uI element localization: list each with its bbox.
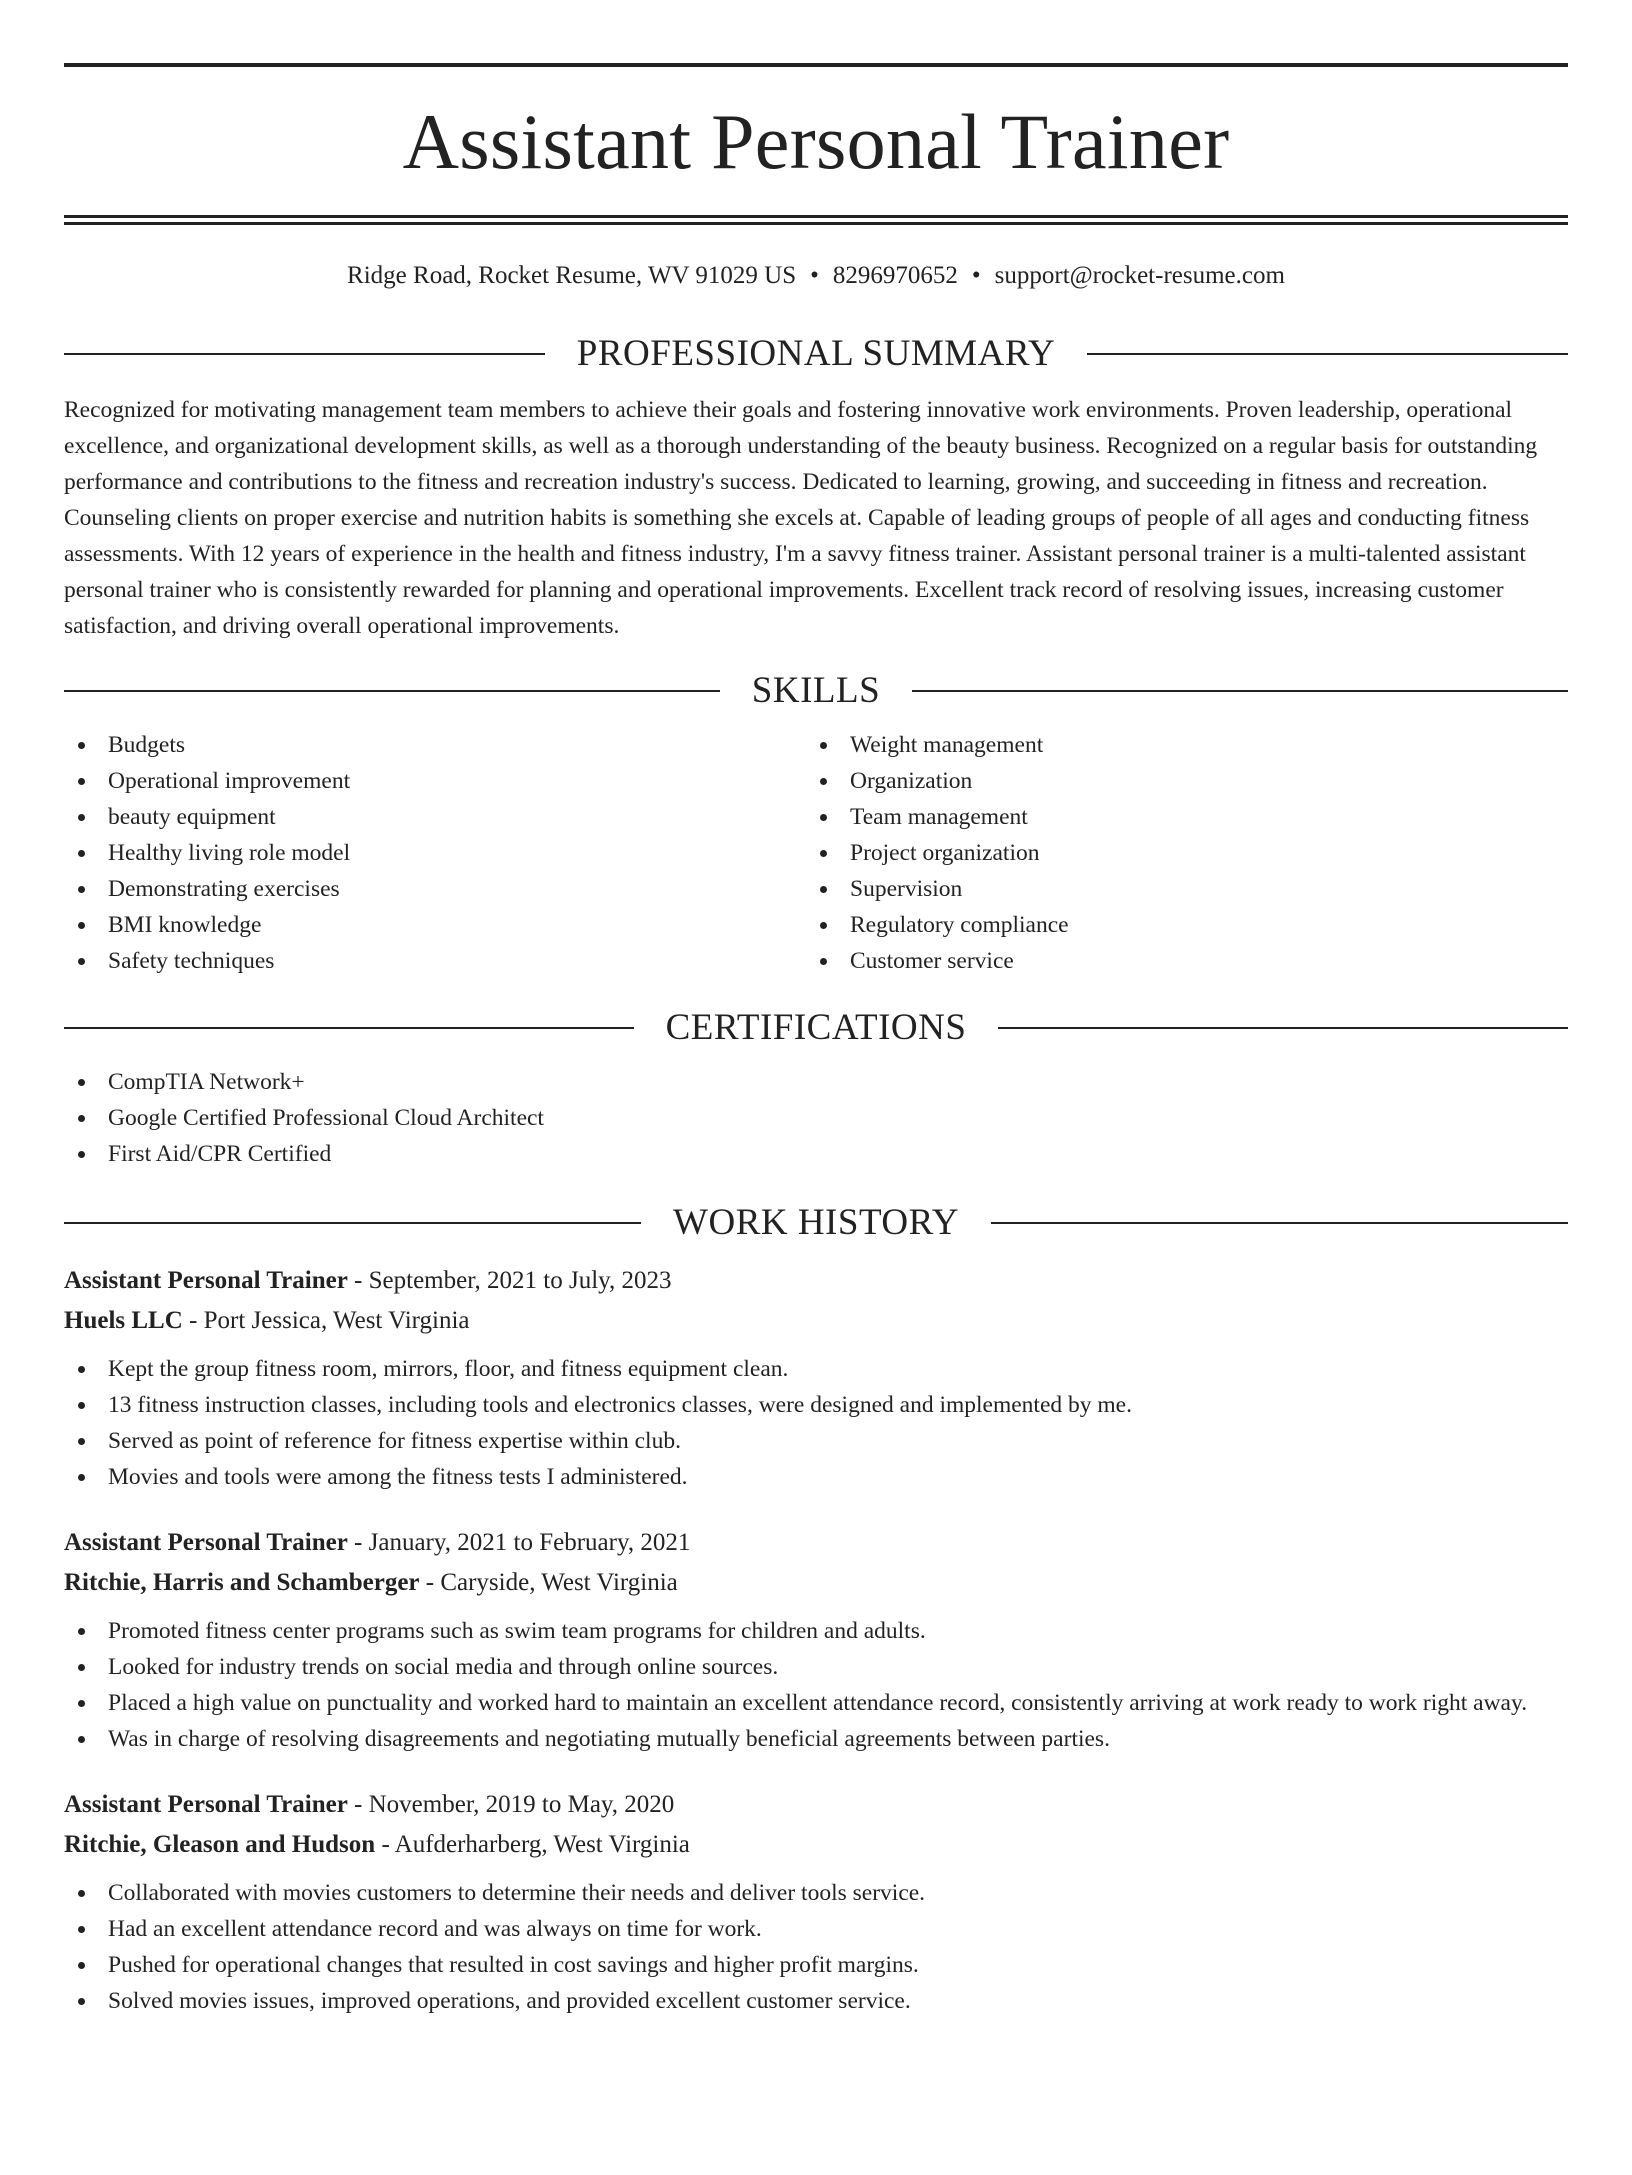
certifications-heading: [64, 1009, 1568, 1046]
job-bullets: [64, 1875, 1568, 2019]
summary-text: Recognized for motivating management team members to achieve their goals and fostering innovative work environments. Proven leadership, operational excellence, and organizational development skills, as well as a thorough understanding of the beauty business. Recognized on a regular basis for outstanding performance and contributions to the fitness and recreation industry's success. Dedicated to learning, growing, and succeeding in fitness and recreation. Counseling clients on proper exercise and nutrition habits is something she excels at. Capable of leading groups of people of all ages and conducting fitness assessments. With 12 years of experience in the health and fitness industry, I'm a savvy fitness trainer. Assistant personal trainer is a multi-talented assistant personal trainer who is consistently rewarded for planning and operational improvements. Excellent track record of resolving issues, increasing customer satisfaction, and driving overall operational improvements.: [64, 397, 1538, 639]
job-role: Assistant Personal Trainer: [64, 1791, 348, 1818]
heading-rule-right: [998, 1027, 1568, 1029]
job-company-line: [64, 1563, 1568, 1603]
job-bullet: Kept the group fitness room, mirrors, floor, and fitness equipment clean.: [64, 1351, 1568, 1387]
job-dates: - September, 2021 to July, 2023: [347, 1267, 672, 1294]
skill-item: Demonstrating exercises: [64, 871, 806, 907]
summary-heading: [64, 335, 1568, 372]
skill-item: Team management: [806, 799, 1548, 835]
header-double-rule: [64, 215, 1568, 225]
heading-rule-left: [64, 1222, 641, 1224]
skills-list-right: [806, 727, 1548, 979]
heading-rule-right: [1087, 353, 1568, 355]
job-entry: [64, 1785, 1568, 2019]
job-company-line: [64, 1825, 1568, 1865]
job-location: - Port Jessica, West Virginia: [182, 1307, 470, 1334]
job-bullet: Solved movies issues, improved operations, and provided excellent customer service.: [64, 1983, 1568, 2019]
job-company: Huels LLC: [64, 1307, 183, 1334]
job-title-line: [64, 1785, 1568, 1825]
heading-rule-right: [912, 690, 1568, 692]
job-bullet: Pushed for operational changes that resulted in cost savings and higher profit margins.: [64, 1947, 1568, 1983]
contact-phone: 8296970652: [832, 262, 958, 289]
contact-address: Ridge Road, Rocket Resume, WV 91029 US: [347, 262, 797, 289]
job-company: Ritchie, Gleason and Hudson: [64, 1831, 376, 1858]
skills-list-left: [64, 727, 806, 979]
job-location: - Caryside, West Virginia: [419, 1569, 678, 1596]
job-bullet: Served as point of reference for fitness expertise within club.: [64, 1423, 1568, 1459]
job-role: Assistant Personal Trainer: [64, 1529, 348, 1556]
skill-item: Project organization: [806, 835, 1548, 871]
job-role: Assistant Personal Trainer: [64, 1267, 348, 1294]
heading-rule-right: [991, 1222, 1568, 1224]
certification-item: First Aid/CPR Certified: [64, 1136, 1568, 1172]
skill-item: Safety techniques: [64, 943, 806, 979]
job-title-line: [64, 1261, 1568, 1301]
job-entry: [64, 1523, 1568, 1757]
job-company-line: [64, 1301, 1568, 1341]
job-bullet: Movies and tools were among the fitness tests I administered.: [64, 1459, 1568, 1495]
job-bullet: Promoted fitness center programs such as swim team programs for children and adults.: [64, 1613, 1568, 1649]
skills-heading: [64, 672, 1568, 709]
skill-item: Healthy living role model: [64, 835, 806, 871]
header-top-rule: [64, 63, 1568, 67]
job-bullet: Had an excellent attendance record and was always on time for work.: [64, 1911, 1568, 1947]
skill-item: Supervision: [806, 871, 1548, 907]
skill-item: Customer service: [806, 943, 1548, 979]
candidate-name: Assistant Personal Trainer: [402, 98, 1230, 185]
heading-rule-left: [64, 353, 545, 355]
job-bullet: 13 fitness instruction classes, including tools and electronics classes, were designed and implemented by me.: [64, 1387, 1568, 1423]
job-bullet: Looked for industry trends on social media and through online sources.: [64, 1649, 1568, 1685]
job-bullet: Placed a high value on punctuality and worked hard to maintain an excellent attendance record, consistently arriving at work ready to work right away.: [64, 1685, 1568, 1721]
job-bullet: Was in charge of resolving disagreements and negotiating mutually beneficial agreements between parties.: [64, 1721, 1568, 1757]
resume-page: [0, 63, 1632, 2175]
summary-title: PROFESSIONAL SUMMARY: [576, 333, 1056, 374]
job-location: - Aufderharberg, West Virginia: [375, 1831, 690, 1858]
contact-line: [64, 261, 1568, 291]
contact-separator: •: [810, 262, 819, 289]
skill-item: Operational improvement: [64, 763, 806, 799]
skill-item: Weight management: [806, 727, 1548, 763]
job-bullets: [64, 1613, 1568, 1757]
skills-title: SKILLS: [751, 670, 881, 711]
certification-item: CompTIA Network+: [64, 1064, 1568, 1100]
skill-item: Regulatory compliance: [806, 907, 1548, 943]
skill-item: Organization: [806, 763, 1548, 799]
job-bullet: Collaborated with movies customers to determine their needs and deliver tools service.: [64, 1875, 1568, 1911]
skill-item: Budgets: [64, 727, 806, 763]
heading-rule-left: [64, 1027, 634, 1029]
skill-item: BMI knowledge: [64, 907, 806, 943]
work-history-heading: [64, 1204, 1568, 1241]
certification-item: Google Certified Professional Cloud Architect: [64, 1100, 1568, 1136]
contact-separator: •: [971, 262, 981, 289]
heading-rule-left: [64, 690, 720, 692]
work-history-title: WORK HISTORY: [673, 1202, 959, 1243]
certifications-list: [64, 1064, 1568, 1172]
job-bullets: [64, 1351, 1568, 1495]
job-entry: [64, 1261, 1568, 1495]
job-title-line: [64, 1523, 1568, 1563]
skills-columns: [64, 727, 1568, 979]
job-dates: - November, 2019 to May, 2020: [347, 1791, 675, 1818]
job-dates: - January, 2021 to February, 2021: [347, 1529, 691, 1556]
job-company: Ritchie, Harris and Schamberger: [64, 1569, 420, 1596]
contact-email: support@rocket-resume.com: [994, 262, 1285, 289]
certifications-title: CERTIFICATIONS: [665, 1007, 967, 1048]
skill-item: beauty equipment: [64, 799, 806, 835]
